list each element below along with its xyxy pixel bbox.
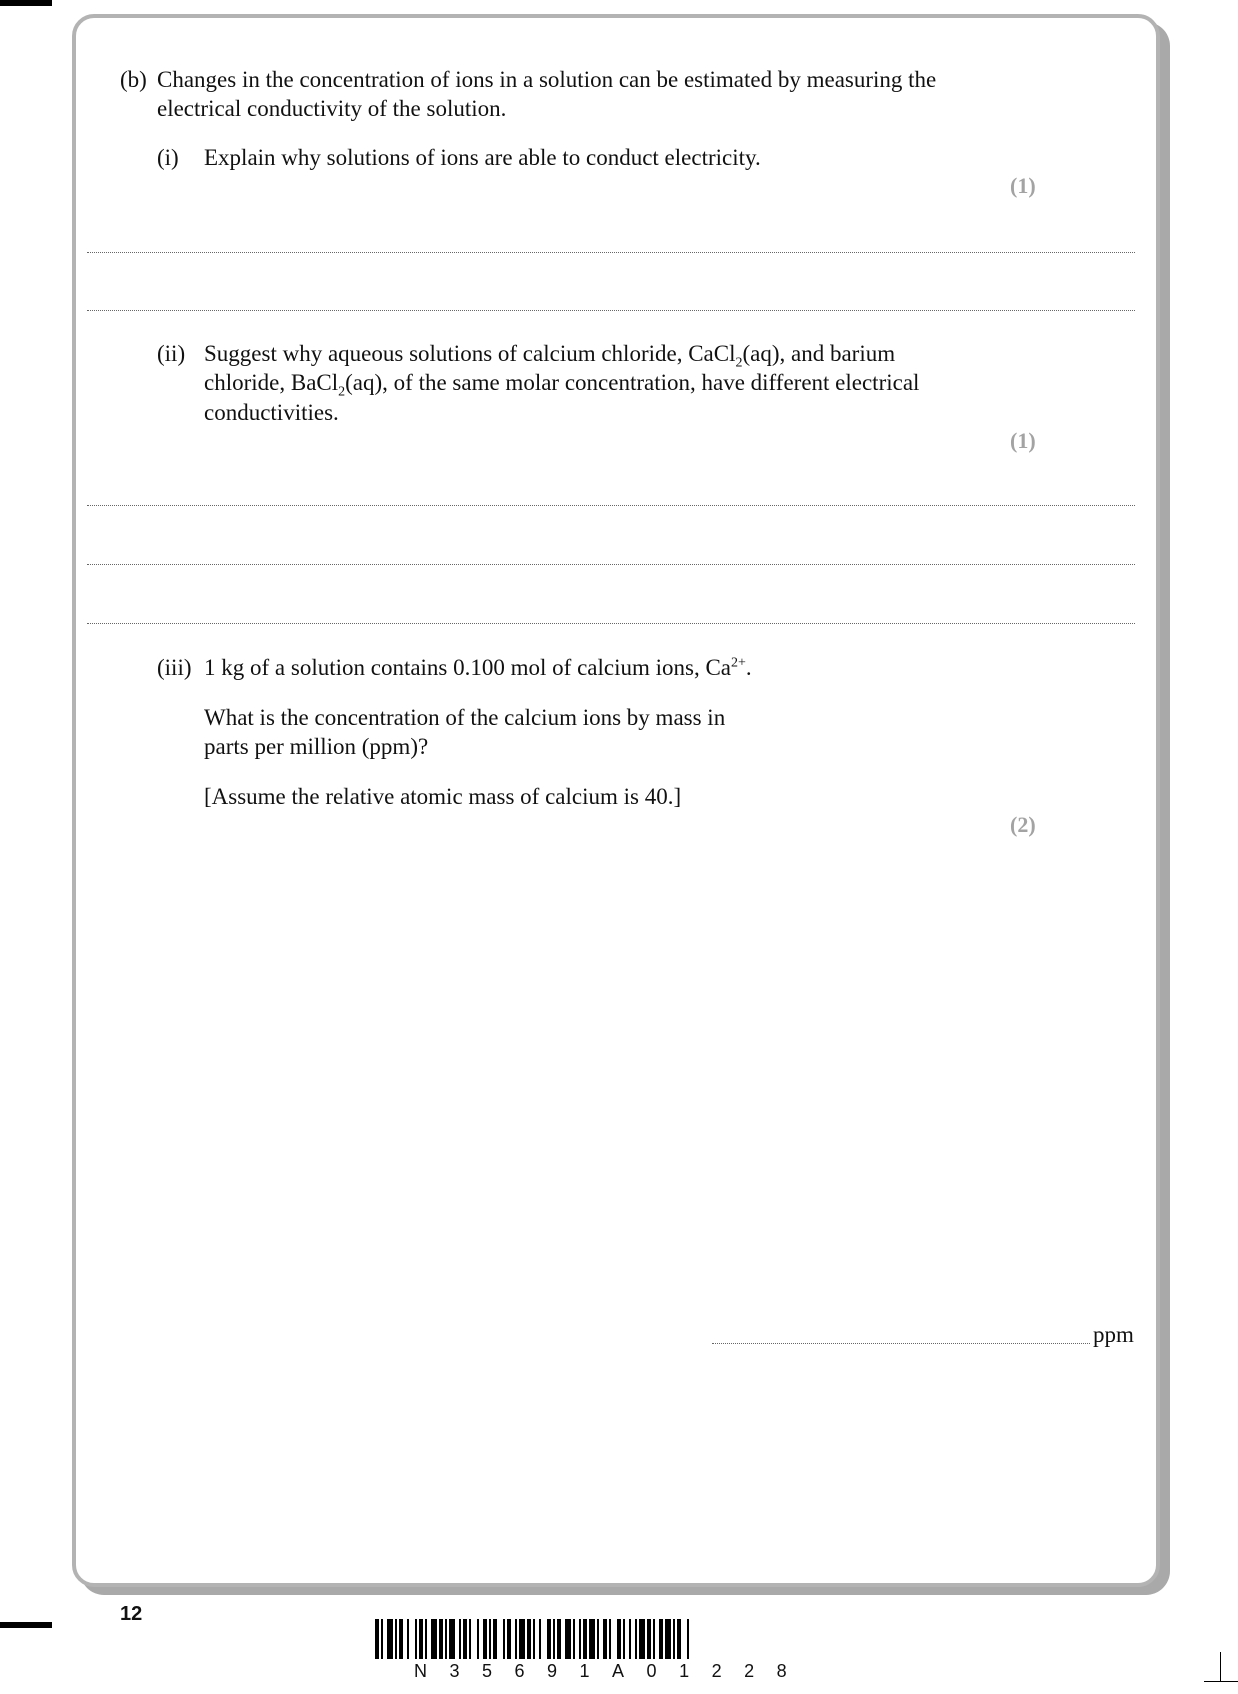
barcode-bar — [431, 1619, 437, 1659]
barcode-bar — [687, 1619, 689, 1659]
question-ii-line1-a: Suggest why aqueous solutions of calcium chloride, CaCl — [204, 341, 736, 366]
barcode-bar — [381, 1619, 383, 1659]
question-i-text: Explain why solutions of ions are able to conduct electricity. — [204, 145, 761, 170]
barcode-bar — [659, 1619, 663, 1659]
barcode-bar — [557, 1619, 561, 1659]
answer-unit-ppm: ppm — [1093, 1322, 1134, 1347]
barcode-bar — [493, 1619, 497, 1659]
question-ii-line1-b: (aq), and barium — [742, 341, 896, 366]
barcode-bar — [623, 1619, 625, 1659]
answer-line-ii-2[interactable] — [87, 564, 1135, 565]
question-ii-line1-subscript: 2 — [735, 355, 743, 371]
barcode-bar — [573, 1619, 575, 1659]
barcode-bar — [547, 1619, 551, 1659]
barcode — [375, 1619, 859, 1659]
barcode-bar — [565, 1619, 571, 1659]
question-ii-line2-subscript: 2 — [338, 384, 346, 400]
barcode-bar — [463, 1619, 467, 1659]
question-iii-marks: (2) — [1010, 812, 1036, 837]
question-iii-superscript: 2+ — [731, 655, 746, 671]
barcode-bar — [483, 1619, 487, 1659]
registration-mark-bottom-left — [0, 1622, 52, 1628]
barcode-bar — [407, 1619, 409, 1659]
barcode-bar — [507, 1619, 511, 1659]
barcode-bar — [459, 1619, 461, 1659]
barcode-bar — [583, 1619, 587, 1659]
question-iii-assumption: [Assume the relative atomic mass of calcium is 40.] — [204, 784, 682, 809]
barcode-bar — [425, 1619, 427, 1659]
question-ii-line1 — [204, 339, 895, 369]
question-ii-label: (ii) — [157, 341, 186, 366]
barcode-bar — [399, 1619, 403, 1659]
answer-line-ii-1[interactable] — [87, 505, 1135, 506]
barcode-bar — [639, 1619, 645, 1659]
barcode-bar — [439, 1619, 443, 1659]
barcode-bar — [533, 1619, 535, 1659]
question-iii-line1-b: . — [745, 655, 752, 680]
question-iii-line1 — [204, 653, 752, 683]
barcode-bar — [419, 1619, 423, 1659]
barcode-bar — [629, 1619, 631, 1659]
barcode-bar — [445, 1619, 447, 1659]
barcode-bar — [589, 1619, 595, 1659]
barcode-bar — [635, 1619, 637, 1659]
question-iii-line1-a: 1 kg of a solution contains 0.100 mol of calcium ions, Ca — [204, 655, 732, 680]
question-iii-question-line1: What is the concentration of the calcium ions by mass in — [204, 705, 726, 730]
answer-line-i-1[interactable] — [87, 252, 1135, 253]
barcode-bar — [539, 1619, 541, 1659]
registration-mark-top-left — [0, 0, 52, 6]
question-ii-line2-b: (aq), of the same molar concentration, have different electrical — [345, 370, 920, 395]
barcode-bar — [519, 1619, 525, 1659]
barcode-bar — [617, 1619, 621, 1659]
barcode-bar — [597, 1619, 599, 1659]
question-iii-question-line2: parts per million (ppm)? — [204, 734, 429, 759]
barcode-bar — [553, 1619, 555, 1659]
barcode-bar — [469, 1619, 471, 1659]
barcode-bar — [579, 1619, 581, 1659]
barcode-bar — [603, 1619, 607, 1659]
answer-line-i-2[interactable] — [87, 310, 1135, 311]
answer-line-ii-3[interactable] — [87, 623, 1135, 624]
crop-mark-bottom-right-v — [1220, 1652, 1221, 1682]
barcode-text: N35691A01228 — [414, 1661, 810, 1681]
barcode-bar — [375, 1619, 379, 1659]
part-b-intro-line1: Changes in the concentration of ions in a solution can be estimated by measuring the — [157, 67, 937, 92]
answer-line-iii[interactable] — [712, 1343, 1090, 1344]
crop-mark-bottom-right-h — [1204, 1681, 1238, 1682]
question-ii-marks: (1) — [1010, 428, 1036, 453]
barcode-bar — [489, 1619, 491, 1659]
barcode-bar — [647, 1619, 651, 1659]
question-i-label: (i) — [157, 145, 179, 170]
barcode-bar — [673, 1619, 675, 1659]
barcode-bar — [503, 1619, 505, 1659]
question-ii-line2-a: chloride, BaCl — [204, 370, 339, 395]
question-ii-line2 — [204, 368, 919, 398]
barcode-bar — [477, 1619, 479, 1659]
question-i-marks: (1) — [1010, 173, 1036, 198]
barcode-bar — [609, 1619, 611, 1659]
barcode-bar — [653, 1619, 655, 1659]
page-number: 12 — [120, 1603, 143, 1625]
barcode-bar — [527, 1619, 531, 1659]
barcode-bar — [449, 1619, 455, 1659]
barcode-bar — [395, 1619, 397, 1659]
barcode-bar — [515, 1619, 517, 1659]
barcode-bar — [677, 1619, 681, 1659]
question-iii-label: (iii) — [157, 655, 192, 680]
barcode-bar — [665, 1619, 671, 1659]
barcode-bar — [387, 1619, 393, 1659]
part-b-intro-line2: electrical conductivity of the solution. — [157, 96, 507, 121]
barcode-bar — [415, 1619, 417, 1659]
part-b-label: (b) — [120, 67, 147, 92]
question-ii-line3: conductivities. — [204, 400, 339, 425]
